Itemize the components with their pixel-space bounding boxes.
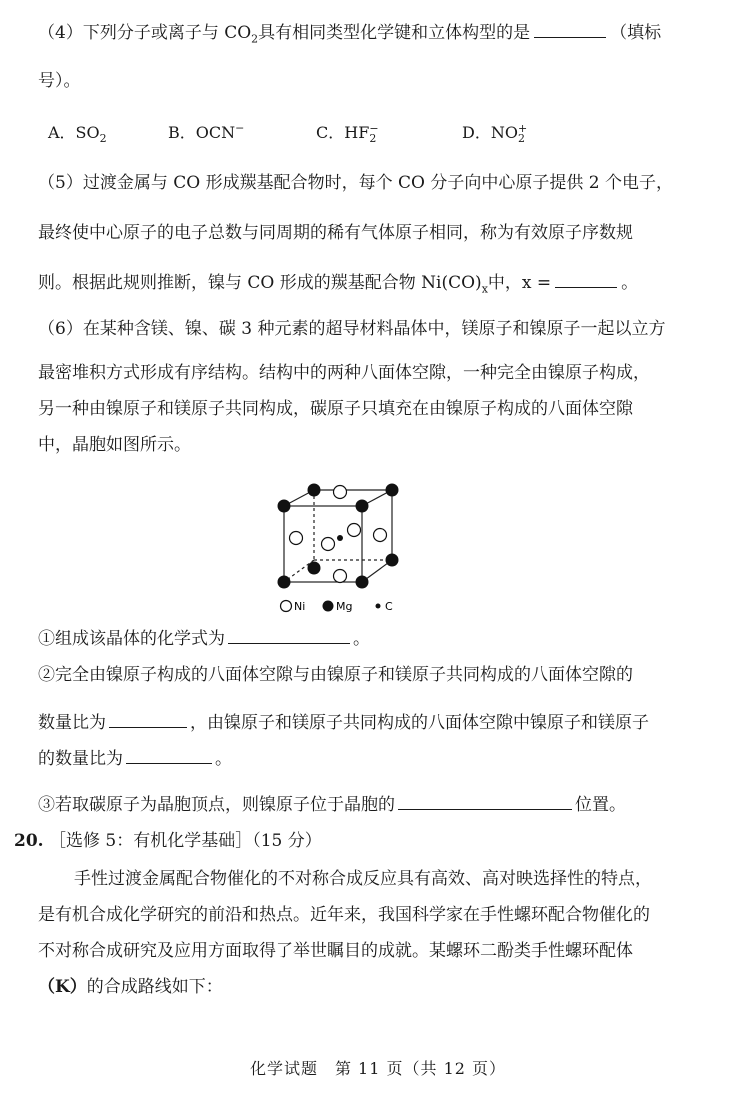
- unit-cell-figure: [268, 470, 428, 620]
- q4-line2: 号）。: [38, 71, 81, 91]
- q20-para-line1: 手性过渡金属配合物催化的不对称合成反应具有高效、高对映选择性的特点，: [74, 869, 652, 889]
- page-footer: 化学试题 第 11 页（共 12 页）: [249, 1059, 507, 1078]
- q6-line4: 中，晶胞如图所示。: [38, 435, 191, 455]
- legend-c: C: [385, 600, 393, 613]
- q6-sub2-line3: 的数量比为 。: [38, 746, 232, 770]
- option-a[interactable]: A．$SO_2$: [48, 123, 107, 146]
- q6-sub1: ①组成该晶体的化学式为 。: [38, 626, 370, 650]
- answer-blank[interactable]: [228, 626, 350, 644]
- q6-line1: （6）在某种含镁、镍、碳 3 种元素的超导材料晶体中，镁原子和镍原子一起以立方: [38, 319, 666, 339]
- legend-mg: Mg: [336, 600, 353, 613]
- answer-blank[interactable]: [555, 270, 617, 288]
- q20-para-line2: 是有机合成化学研究的前沿和热点。近年来，我国科学家在手性螺环配合物催化的: [38, 905, 650, 925]
- q20-para-line3: 不对称合成研究及应用方面取得了举世瞩目的成就。某螺环二酚类手性螺环配体: [38, 941, 633, 961]
- answer-blank[interactable]: [398, 792, 572, 810]
- option-c[interactable]: C．HF − 2: [316, 121, 379, 145]
- option-d[interactable]: D．NO + 2: [462, 121, 528, 145]
- option-b[interactable]: B．OCN−: [168, 121, 245, 142]
- q6-line3: 另一种由镍原子和镁原子共同构成，碳原子只填充在由镍原子构成的八面体空隙: [38, 399, 633, 419]
- answer-blank[interactable]: [126, 746, 212, 764]
- q20-para-line4: （K）的合成路线如下：: [38, 977, 223, 997]
- q6-sub2-line2: 数量比为 ，由镍原子和镁原子共同构成的八面体空隙中镍原子和镁原子: [38, 710, 649, 734]
- c-atom: [337, 535, 343, 541]
- figure-legend: [281, 600, 394, 613]
- q5-line1: （5）过渡金属与 CO 形成羰基配合物时，每个 CO 分子向中心原子提供 2 个电子，: [38, 173, 673, 193]
- q4-line1: （4）下列分子或离子与 $CO_2$具有相同类型化学键和立体构型的是 （填标: [38, 20, 661, 50]
- q6-sub3: ③若取碳原子为晶胞顶点，则镍原子位于晶胞的 位置。: [38, 792, 626, 816]
- q20-heading: 20. ［选修 5：有机化学基础］（15 分）: [14, 831, 322, 851]
- q6-line2: 最密堆积方式形成有序结构。结构中的两种八面体空隙，一种完全由镍原子构成，: [38, 363, 650, 383]
- answer-blank[interactable]: [534, 20, 606, 38]
- q5-line2: 最终使中心原子的电子总数与同周期的稀有气体原子相同，称为有效原子序数规: [38, 223, 633, 243]
- answer-blank[interactable]: [109, 710, 187, 728]
- q5-line3: 则。根据此规则推断，镍与 CO 形成的羰基配合物 $Ni(CO)_x$中，x = 。: [38, 270, 638, 300]
- q6-sub2-line1: ②完全由镍原子构成的八面体空隙与由镍原子和镁原子共同构成的八面体空隙的: [38, 665, 633, 685]
- legend-ni: Ni: [294, 600, 306, 613]
